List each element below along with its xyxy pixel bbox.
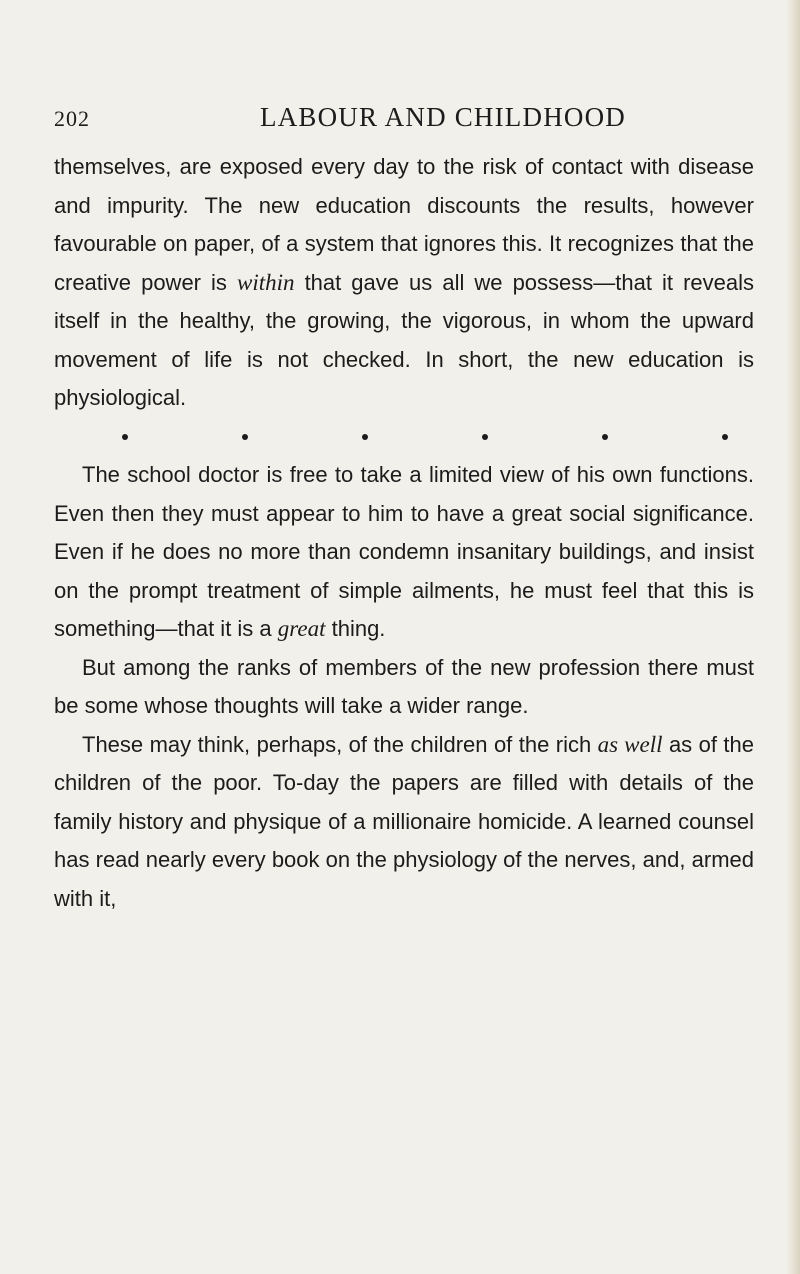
- page-header: [54, 102, 754, 142]
- paragraph-4-rest: as of the children of the poor. To-day the papers are filled with details of the family history and physique of a millionaire homicide. A learned counsel has read nearly every book on the physiology of the nerves, and, armed with it,: [54, 731, 754, 911]
- paragraph-1: [54, 148, 754, 418]
- paragraph-1-rest: that gave us all we possess—that it reveals itself in the healthy, the growing, the vigorous, in whom the upward movement of life is not checked. In short, the new education is physiological.: [54, 269, 754, 410]
- dot: [362, 434, 368, 440]
- paragraph-1-text: themselves, are exposed every day to the risk of contact with disease and impurity. The new education discounts the results, however favourable on paper, of a system that ignores this. It recognizes that the creative power is: [54, 154, 754, 295]
- emphasis-as-well: as well: [597, 731, 663, 757]
- dot: [242, 434, 248, 440]
- paragraph-4-text: These may think, perhaps, of the children of the rich: [82, 731, 598, 757]
- paragraph-2-rest: thing.: [325, 616, 386, 641]
- dot: [602, 434, 608, 440]
- dot: [482, 434, 488, 440]
- page-number: 202: [54, 106, 90, 131]
- dot: [122, 434, 128, 440]
- paragraph-3: But among the ranks of members of the new profession there must be some whose thoughts will take a wider range.: [54, 654, 754, 718]
- emphasis-great: great: [277, 616, 326, 641]
- paragraph-2: [54, 456, 754, 649]
- body-text: [54, 148, 754, 918]
- running-title: LABOUR AND CHILDHOOD: [260, 102, 626, 132]
- dot: [722, 434, 728, 440]
- page-edge: [786, 0, 800, 1274]
- paragraph-4: [54, 726, 754, 919]
- paragraph-2-text: The school doctor is free to take a limited view of his own functions. Even then they must appear to him to have a great social significance. Even if he does no more than condemn insanitary buildings, and insist on the prompt treatment of simple ailments, he must feel that this is something—that it is a: [54, 462, 754, 641]
- section-break-dots: [54, 418, 754, 457]
- emphasis-within: within: [237, 269, 295, 295]
